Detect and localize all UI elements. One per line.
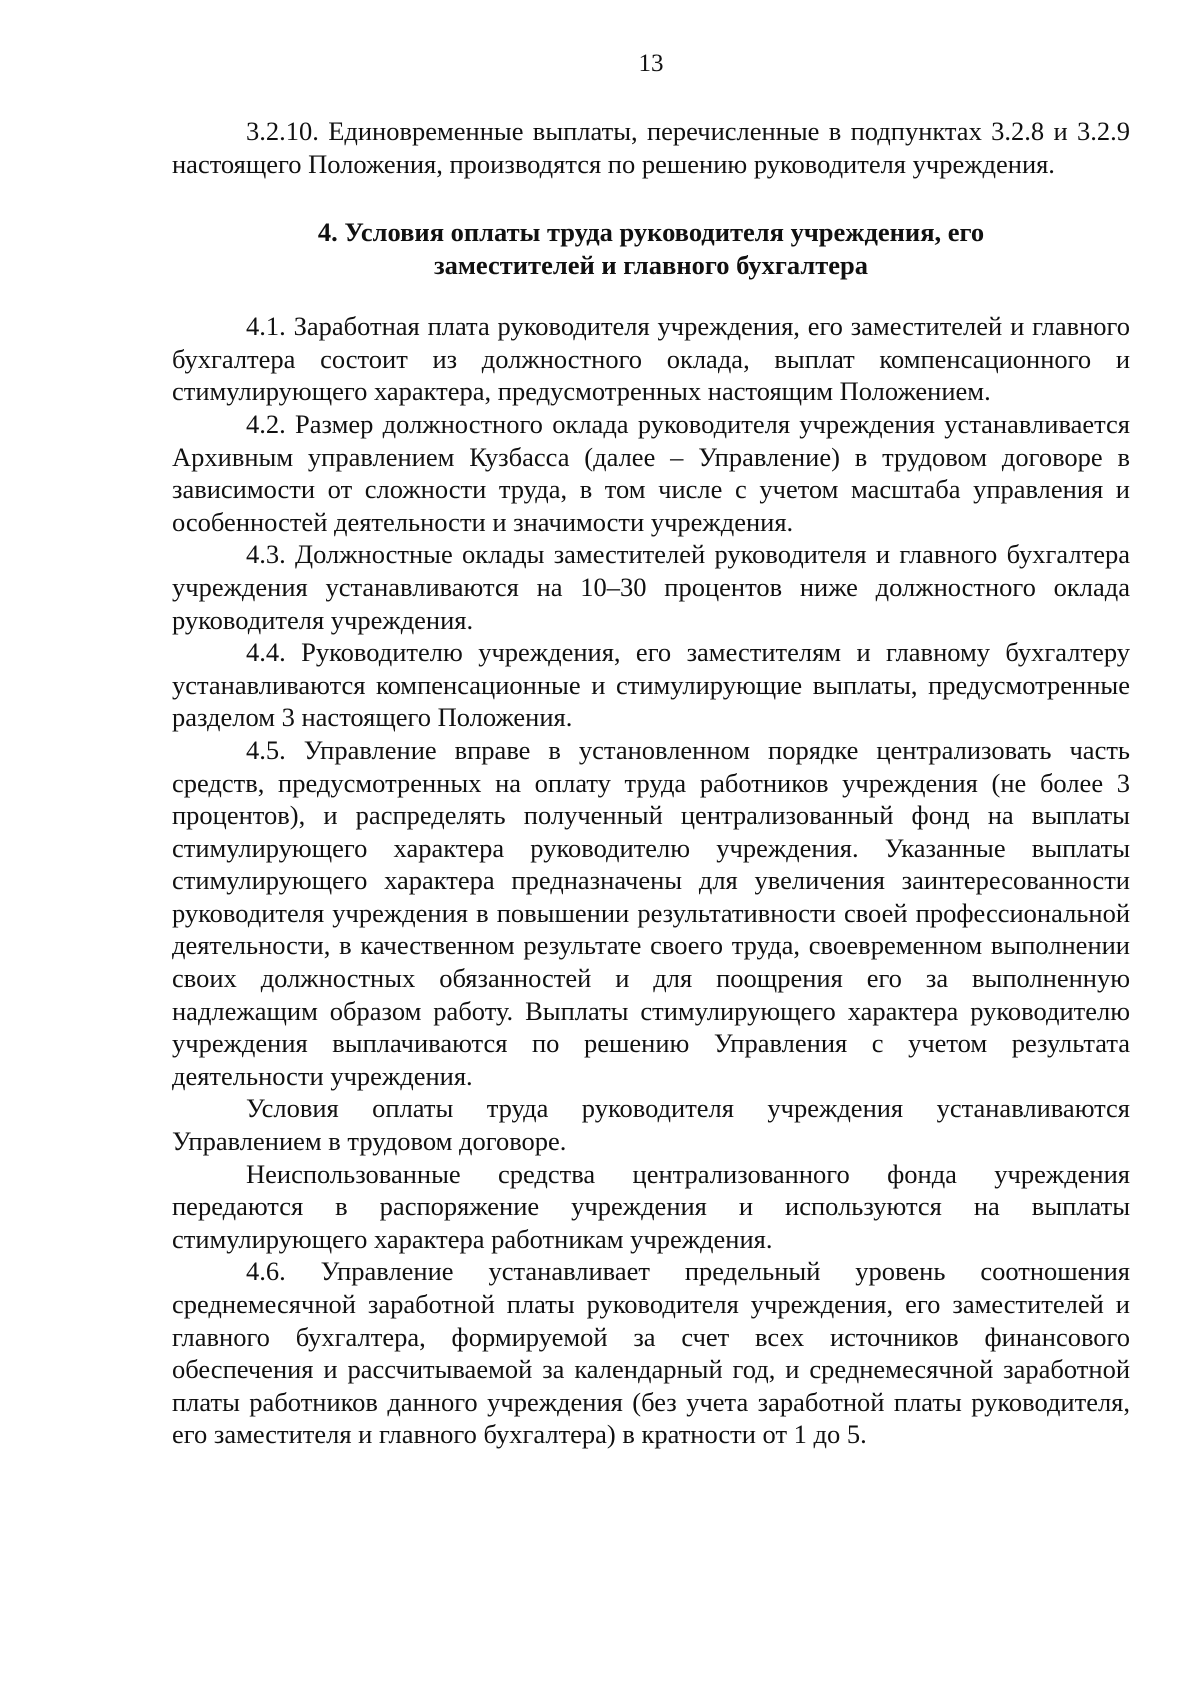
paragraph-4-5-unused-funds: Неиспользованные средства централизованного фонда учреждения передаются в распоряжение учреждения и используются на выплаты стимулирующего характера работникам учреждения. bbox=[172, 1158, 1130, 1254]
document-body bbox=[172, 115, 1130, 1451]
section-title-line-1: 4. Условия оплаты труда руководителя учреждения, его bbox=[317, 217, 985, 248]
paragraph-4-6: 4.6. Управление устанавливает предельный уровень соотношения среднемесячной заработной платы руководителя учреждения, его заместителей и главного бухгалтера, формируемой за счет всех источников финансового обеспечения и рассчитываемой за календарный год, и среднемесячной заработной платы работников данного учреждения (без учета заработной платы руководителя, его заместителя и главного бухгалтера) в кратности от 1 до 5. bbox=[172, 1256, 1130, 1450]
paragraph-4-2: 4.2. Размер должностного оклада руководителя учреждения устанавливается Архивным управлением Кузбасса (далее – Управление) в трудовом договоре в зависимости от сложности труда, в том числе с учетом масштаба управления и особенностей деятельности и значимости учреждения. bbox=[172, 408, 1130, 537]
section-title-line-2: заместителей и главного бухгалтера bbox=[433, 250, 869, 281]
paragraph-4-4: 4.4. Руководителю учреждения, его заместителям и главному бухгалтеру устанавливаются компенсационные и стимулирующие выплаты, предусмотренные разделом 3 настоящего Положения. bbox=[172, 637, 1130, 733]
paragraph-4-3: 4.3. Должностные оклады заместителей руководителя и главного бухгалтера учреждения устанавливаются на 10–30 процентов ниже должностного оклада руководителя учреждения. bbox=[172, 539, 1130, 635]
section-4-heading bbox=[172, 216, 1130, 282]
paragraph-4-1: 4.1. Заработная плата руководителя учреждения, его заместителей и главного бухгалтера состоит из должностного оклада, выплат компенсационного и стимулирующего характера, предусмотренных настоящим Положением. bbox=[172, 311, 1130, 407]
paragraph-4-5: 4.5. Управление вправе в установленном порядке централизовать часть средств, предусмотренных на оплату труда работников учреждения (не более 3 процентов), и распределять полученный централизованный фонд на выплаты стимулирующего характера руководителю учреждения. Указанные выплаты стимулирующего характера предназначены для увеличения заинтересованности руководителя учреждения в повышении результативности своей профессиональной деятельности, в качественном результате своего труда, своевременном выполнении своих должностных обязанностей и для поощрения его за выполненную надлежащим образом работу. Выплаты стимулирующего характера руководителю учреждения выплачиваются по решению Управления с учетом результата деятельности учреждения. bbox=[172, 734, 1130, 1091]
paragraph-4-5-conditions: Условия оплаты труда руководителя учреждения устанавливаются Управлением в трудовом договоре. bbox=[172, 1093, 1130, 1157]
page-number: 13 bbox=[638, 50, 664, 77]
paragraph-3-2-10: 3.2.10. Единовременные выплаты, перечисленные в подпунктах 3.2.8 и 3.2.9 настоящего Положения, производятся по решению руководителя учреждения. bbox=[172, 116, 1130, 179]
